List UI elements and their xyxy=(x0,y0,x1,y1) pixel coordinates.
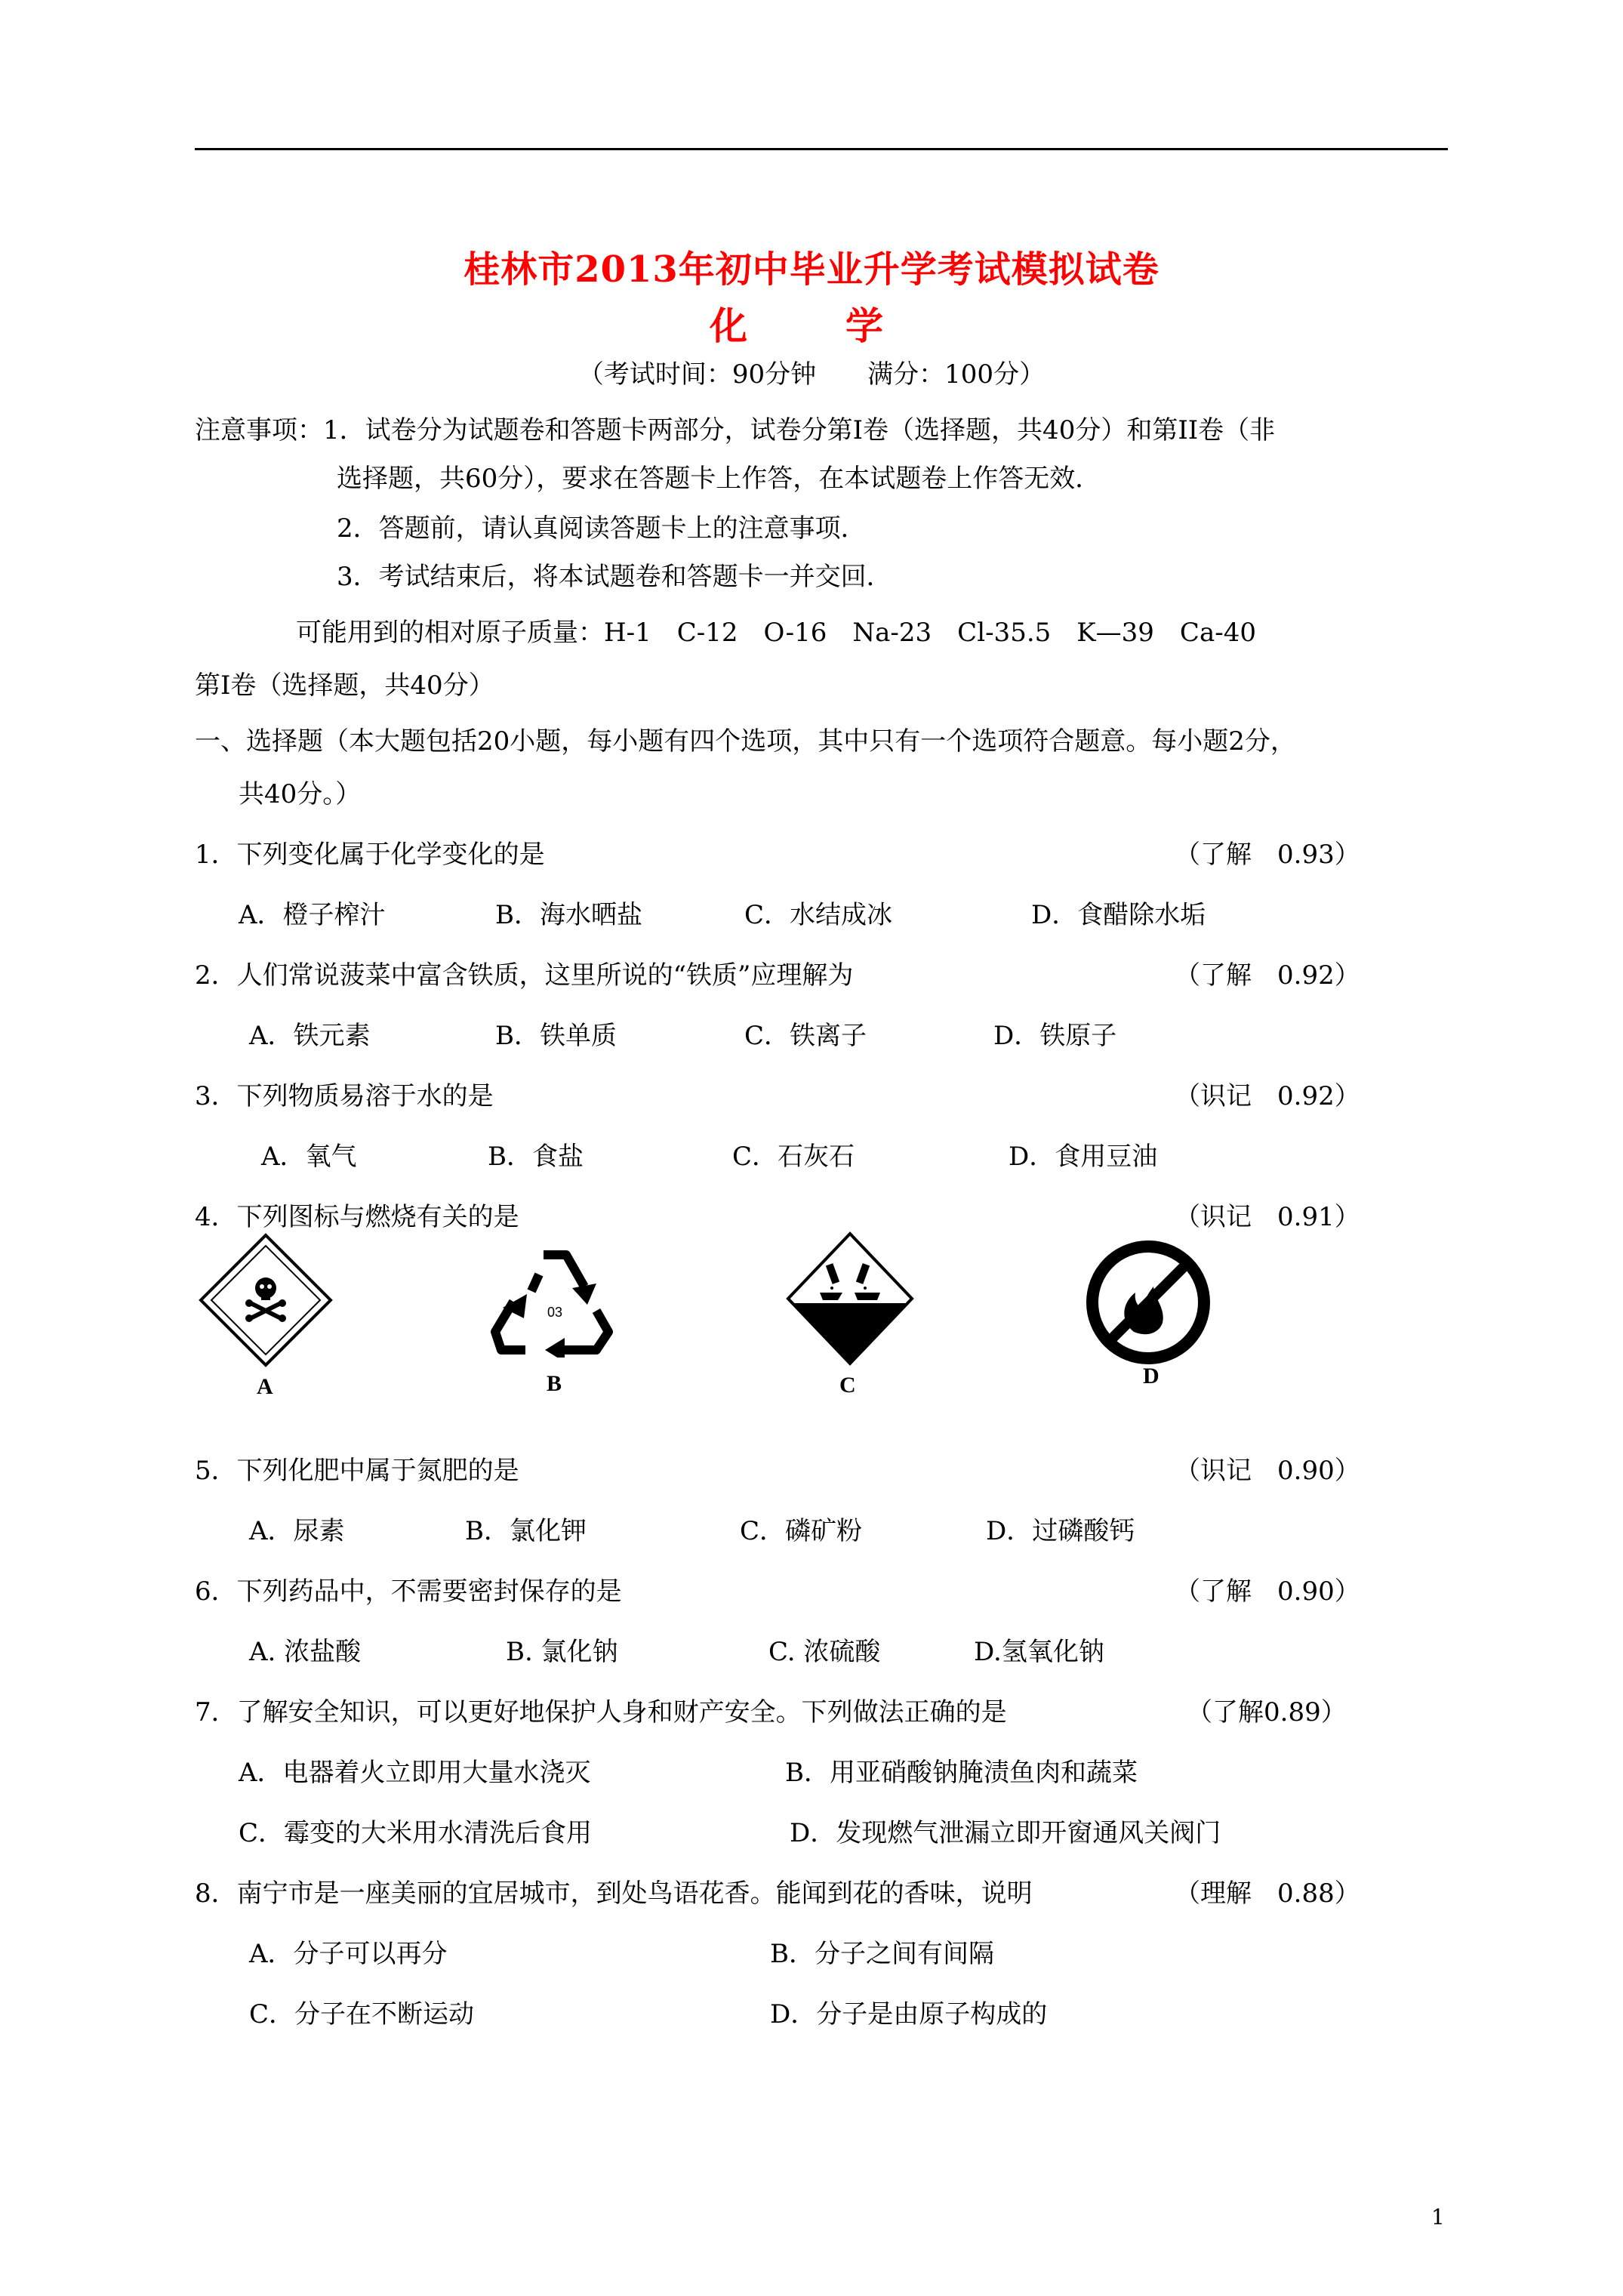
question-6-tag: （了解 0.90） xyxy=(1175,1576,1360,1607)
q8-option-c: C．分子在不断运动 xyxy=(249,1999,475,2029)
q2-option-a: A．铁元素 xyxy=(249,1021,371,1051)
q1-option-d: D．食醋除水垢 xyxy=(1031,900,1206,930)
section-intro-2: 共40分。） xyxy=(239,779,362,809)
q3-option-d: D．食用豆油 xyxy=(1009,1142,1158,1172)
q8-option-b: B．分子之间有间隔 xyxy=(770,1939,994,1969)
icon-label-c: C xyxy=(839,1373,856,1398)
recycle-icon xyxy=(491,1244,619,1358)
question-6-stem: 6．下列药品中，不需要密封保存的是 xyxy=(195,1576,622,1607)
recycle-number: 03 xyxy=(547,1305,563,1320)
question-3-stem: 3．下列物质易溶于水的是 xyxy=(195,1081,494,1111)
question-4-stem: 4．下列图标与燃烧有关的是 xyxy=(195,1202,519,1232)
q7-option-c: C．霉变的大米用水清洗后食用 xyxy=(239,1818,593,1848)
icon-label-a: A xyxy=(257,1374,273,1399)
question-7-tag: （了解0.89） xyxy=(1187,1697,1347,1727)
question-5-stem: 5．下列化肥中属于氮肥的是 xyxy=(195,1456,519,1486)
q6-option-d: D.氢氧化钠 xyxy=(974,1637,1104,1667)
icon-label-d: D xyxy=(1143,1364,1160,1388)
q1-option-b: B．海水晒盐 xyxy=(495,900,642,930)
question-3-tag: （识记 0.92） xyxy=(1175,1081,1360,1111)
notice-line-1: 注意事项：1．试卷分为试题卷和答题卡两部分，试卷分第Ⅰ卷（选择题，共40分）和第II卷（非 xyxy=(195,415,1276,445)
q6-option-b: B. 氯化钠 xyxy=(506,1637,618,1667)
q5-option-d: D．过磷酸钙 xyxy=(986,1516,1135,1546)
q6-option-c: C. 浓硫酸 xyxy=(768,1637,881,1667)
q3-option-c: C．石灰石 xyxy=(732,1142,855,1172)
q1-option-c: C．水结成冰 xyxy=(744,900,893,930)
q5-option-b: B．氯化钾 xyxy=(465,1516,587,1546)
q5-option-c: C．磷矿粉 xyxy=(740,1516,863,1546)
q8-option-d: D．分子是由原子构成的 xyxy=(770,1999,1048,2029)
q6-option-a: A. 浓盐酸 xyxy=(249,1637,362,1667)
q7-option-d: D．发现燃气泄漏立即开窗通风关阀门 xyxy=(790,1818,1221,1848)
question-4-tag: （识记 0.91） xyxy=(1175,1202,1360,1232)
question-2-stem: 2．人们常说菠菜中富含铁质，这里所说的“铁质”应理解为 xyxy=(195,960,854,991)
notice-line-2: 选择题，共60分），要求在答题卡上作答，在本试题卷上作答无效． xyxy=(337,464,1101,494)
page-number: 1 xyxy=(1431,2205,1445,2230)
exam-title: 桂林市2013年初中毕业升学考试模拟试卷 xyxy=(463,248,1160,291)
exam-info: （考试时间：90分钟 满分：100分） xyxy=(577,359,1046,390)
notice-line-4: 3．考试结束后，将本试题卷和答题卡一并交回． xyxy=(337,562,892,592)
q2-option-c: C．铁离子 xyxy=(744,1021,867,1051)
section-intro-1: 一、选择题（本大题包括20小题，每小题有四个选项，其中只有一个选项符合题意。每小题2分， xyxy=(195,726,1296,757)
toxic-diamond-icon xyxy=(198,1232,334,1368)
q2-option-d: D．铁原子 xyxy=(993,1021,1117,1051)
q7-option-a: A．电器着火立即用大量水浇灭 xyxy=(239,1758,591,1788)
corrosive-diamond-icon xyxy=(785,1231,915,1367)
header-rule xyxy=(195,148,1448,150)
question-2-tag: （了解 0.92） xyxy=(1175,960,1360,991)
q5-option-a: A．尿素 xyxy=(249,1516,345,1546)
question-5-tag: （识记 0.90） xyxy=(1175,1456,1360,1486)
q2-option-b: B．铁单质 xyxy=(495,1021,617,1051)
icon-label-b: B xyxy=(547,1371,562,1396)
question-1-stem: 1．下列变化属于化学变化的是 xyxy=(195,840,545,870)
q1-option-a: A．橙子榨汁 xyxy=(239,900,386,930)
question-1-tag: （了解 0.93） xyxy=(1175,840,1360,870)
question-8-stem: 8．南宁市是一座美丽的宜居城市，到处鸟语花香。能闻到花的香味，说明 xyxy=(195,1878,1033,1909)
question-7-stem: 7．了解安全知识，可以更好地保护人身和财产安全。下列做法正确的是 xyxy=(195,1697,1007,1727)
no-fire-sign-icon xyxy=(1084,1238,1212,1367)
atomic-mass-line: 可能用到的相对原子质量：H-1 C-12 O-16 Na-23 Cl-35.5 K—39 Ca-40 xyxy=(296,618,1256,648)
q3-option-b: B．食盐 xyxy=(488,1142,584,1172)
q7-option-b: B．用亚硝酸钠腌渍鱼肉和蔬菜 xyxy=(785,1758,1138,1788)
subject-title: 化 学 xyxy=(710,304,913,348)
q3-option-a: A．氧气 xyxy=(261,1142,357,1172)
q8-option-a: A．分子可以再分 xyxy=(249,1939,448,1969)
notice-line-3: 2．答题前，请认真阅读答题卡上的注意事项． xyxy=(337,513,867,544)
question-8-tag: （理解 0.88） xyxy=(1175,1878,1360,1909)
part-title: 第Ⅰ卷（选择题，共40分） xyxy=(195,670,494,701)
